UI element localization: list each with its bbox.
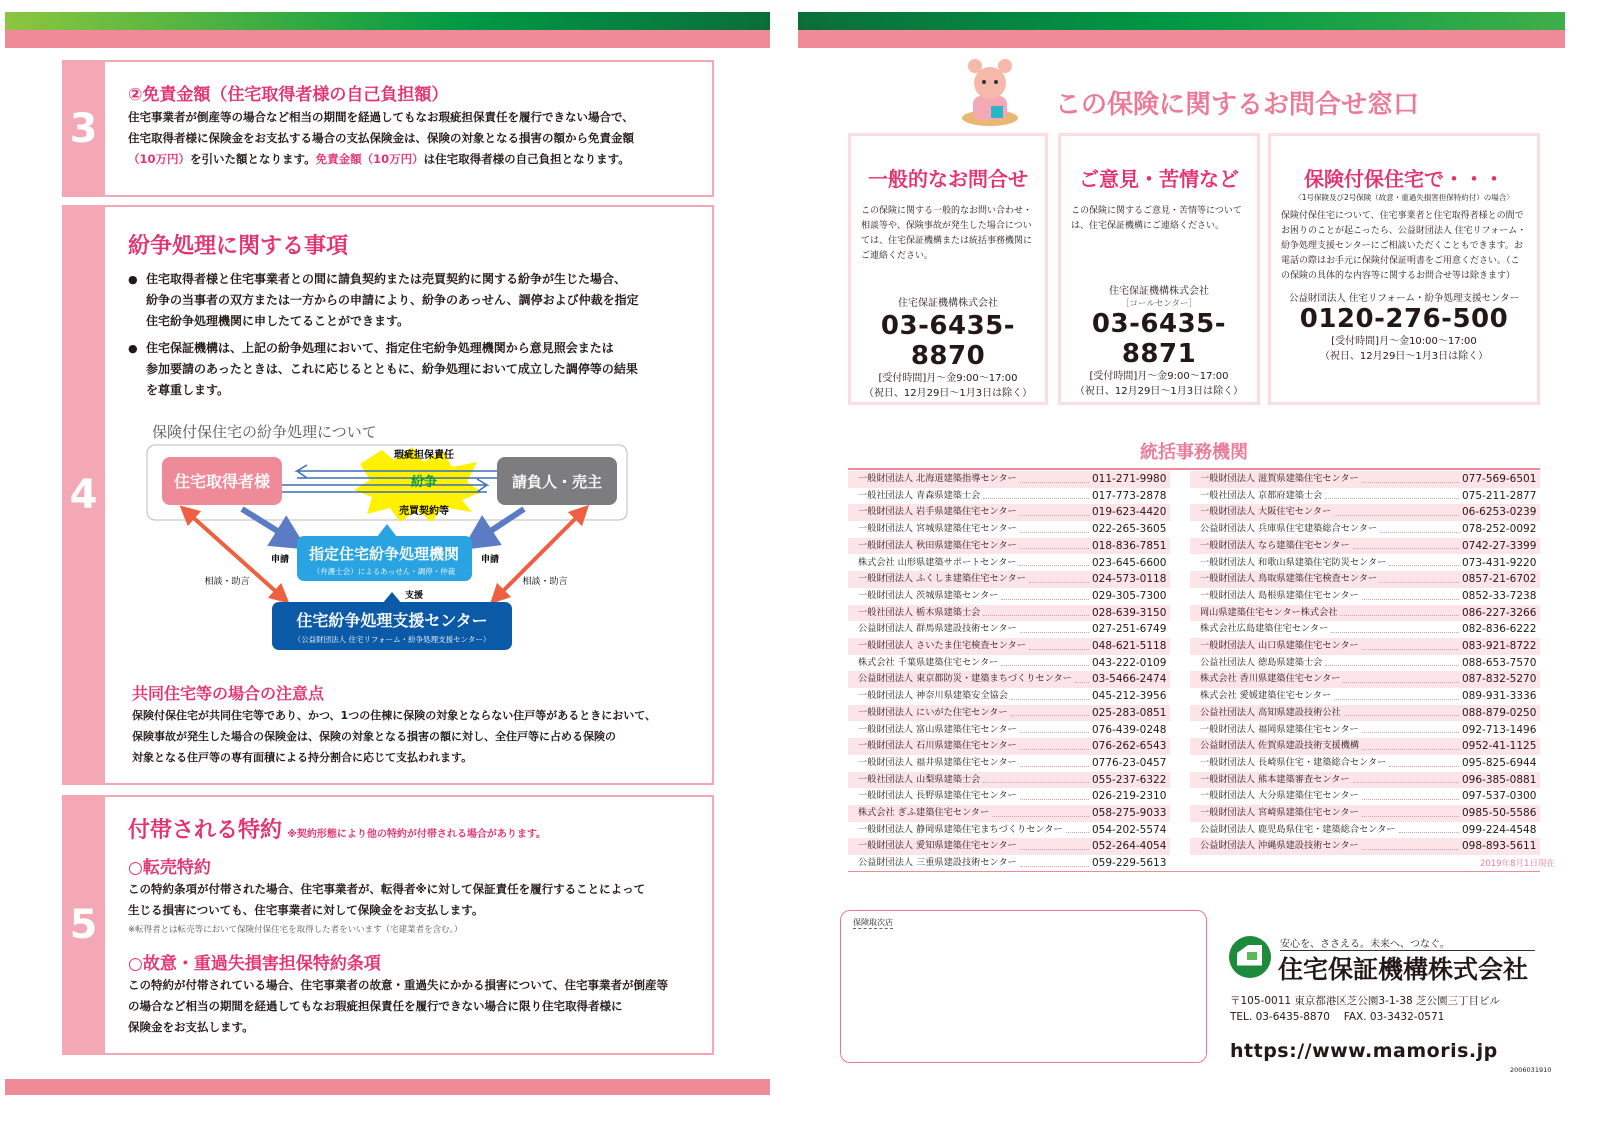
agency-row <box>848 488 1170 505</box>
agency-name: 一般財団法人 さいたま住宅検査センター <box>858 640 1026 651</box>
agency-phone[interactable]: 024-573-0118 <box>1092 573 1167 586</box>
text-line: 保険金をお支払します。 <box>128 1020 254 1034</box>
agency-row <box>1190 488 1540 505</box>
holidays: （祝日、12月29日～1月3日は除く） <box>1319 351 1489 362</box>
agency-phone[interactable]: 082-836-6222 <box>1462 623 1537 636</box>
agency-row <box>848 521 1170 538</box>
agency-phone[interactable]: 078-252-0092 <box>1462 523 1537 536</box>
agency-row <box>848 722 1170 739</box>
consult-label-right: 相談・助言 <box>522 577 568 587</box>
agency-name: 一般財団法人 神奈川県建築安全協会 <box>858 690 1008 702</box>
holidays: （祝日、12月29日～1月3日は除く） <box>863 388 1033 399</box>
agency-phone[interactable]: 076-262-6543 <box>1092 740 1167 753</box>
agency-row <box>1190 555 1540 572</box>
agency-phone[interactable]: 059-229-5613 <box>1092 857 1167 870</box>
agency-phone[interactable]: 045-212-3956 <box>1092 690 1167 703</box>
agency-row <box>1190 504 1540 521</box>
agency-phone[interactable]: 027-251-6749 <box>1092 623 1167 636</box>
agency-phone[interactable]: 058-275-9033 <box>1092 807 1167 819</box>
support-center-sub: （公益財団法人 住宅リフォーム・紛争処理支援センター） <box>293 635 491 644</box>
leader-dots <box>1020 788 1089 800</box>
leader-dots <box>1011 705 1089 717</box>
leader-dots <box>1334 688 1459 700</box>
agency-name: 公益社団法人 高知県建設技術公社 <box>1200 706 1341 718</box>
header-green-bar-right <box>798 12 1565 30</box>
contact-card-general <box>848 133 1048 405</box>
agency-name: 株式会社 ぎふ建築住宅センター <box>858 807 990 818</box>
text: を引いた額となります。 <box>190 152 316 166</box>
agency-name: 一般財団法人 島根県建築住宅センター <box>1200 589 1359 601</box>
agency-row <box>1190 772 1540 789</box>
agency-row <box>848 855 1170 872</box>
leader-dots <box>1029 571 1089 583</box>
leader-dots <box>1389 555 1459 567</box>
text: は住宅取得者様の自己負担となります。 <box>423 152 630 166</box>
resale-rider-text <box>128 879 645 939</box>
agency-phone[interactable]: 092-713-1496 <box>1462 723 1537 736</box>
hours: [受付時間]月～金9:00～17:00 <box>1089 371 1229 382</box>
as-of-date: 2019年8月1日現在 <box>1480 859 1555 869</box>
agency-row <box>1190 822 1540 839</box>
agency-name: 公益財団法人 東京都防災・建築まちづくりセンター <box>858 673 1072 685</box>
apply-label-right: 申請 <box>480 555 500 565</box>
agency-row <box>1190 538 1540 555</box>
leader-dots <box>1362 788 1459 800</box>
leader-dots <box>1362 722 1459 734</box>
support-center-label: 住宅紛争処理支援センター <box>296 611 488 630</box>
agency-name: 一般財団法人 富山県建築住宅センター <box>858 723 1017 735</box>
agency-name: 株式会社広島建築住宅センター <box>1200 623 1329 635</box>
agency-row <box>1190 705 1540 722</box>
agency-name: 一般社団法人 山梨県建築士会 <box>858 773 981 785</box>
website-link[interactable]: https://www.mamoris.jp <box>1230 1040 1498 1062</box>
agency-name: 一般社団法人 京都府建築士会 <box>1200 489 1323 501</box>
text-line: の場合など相当の期間を経過してもなお瑕疵担保責任を履行できない場合に限り住宅取得者様に <box>128 999 623 1013</box>
agency-row <box>1190 671 1540 688</box>
hours: [受付時間]月～金10:00～17:00 <box>1331 336 1477 347</box>
leader-dots <box>1353 538 1459 550</box>
agency-phone[interactable]: 029-305-7300 <box>1092 589 1167 602</box>
text-line: この特約が付帯されている場合、住宅事業者の故意・重過失にかかる損害について、住宅事業者が倒産等 <box>128 978 669 992</box>
leader-dots <box>1029 638 1089 650</box>
mascot-icon <box>955 58 1025 128</box>
agency-name: 一般財団法人 宮崎県建築住宅センター <box>1200 807 1359 818</box>
section-number: 3 <box>62 62 105 195</box>
card-description: この保険に関する一般的なお問い合わせ・相談等や、保険事故が発生した場合については、住宅保証機構または統括事務機関にご連絡ください。 <box>861 206 1033 261</box>
phone-number[interactable]: 03-6435-8870 <box>880 311 1016 371</box>
agency-phone[interactable]: 0852-33-7238 <box>1462 589 1537 602</box>
agency-phone[interactable]: 073-431-9220 <box>1462 556 1537 569</box>
gross-negligence-rider-title: ○故意・重過失損害担保特約条項 <box>128 954 381 974</box>
leader-dots <box>1020 504 1089 516</box>
leader-dots <box>1020 738 1089 750</box>
text-line: 保険事故が発生した場合の保険金は、保険の対象となる損害の額に対し、全住戸等に占める保険の <box>132 730 616 743</box>
card-title: 一般的なお問合せ <box>868 167 1028 191</box>
agency-name: 一般財団法人 宮城県建築住宅センター <box>858 523 1017 535</box>
leader-dots <box>1389 755 1459 767</box>
leader-dots <box>1020 838 1089 850</box>
card-org: 住宅保証機構株式会社 <box>1109 286 1209 297</box>
section-title: 紛争処理に関する事項 <box>128 234 349 259</box>
agency-row <box>848 805 1170 822</box>
agency-name: 一般財団法人 大阪住宅センター <box>1200 506 1332 518</box>
agency-name: 一般財団法人 熊本建築審査センター <box>1200 773 1350 785</box>
agency-row <box>848 638 1170 655</box>
seller-label: 請負人・売主 <box>511 473 603 491</box>
joint-housing-text <box>132 705 656 768</box>
agency-row <box>848 671 1170 688</box>
agency-name: 一般財団法人 愛知県建築住宅センター <box>858 840 1017 852</box>
leader-dots <box>1020 722 1089 734</box>
agency-row <box>848 621 1170 638</box>
text-line <box>128 149 634 170</box>
section-number: 5 <box>62 797 105 1053</box>
leader-dots <box>1019 555 1089 567</box>
agency-phone[interactable]: 023-645-6600 <box>1092 556 1167 569</box>
agency-name: 株式会社 愛媛建築住宅センター <box>1200 690 1332 702</box>
agency-phone[interactable]: 043-222-0109 <box>1092 656 1167 669</box>
card-title: ご意見・苦情など <box>1079 167 1239 191</box>
agency-row <box>848 772 1170 789</box>
agency-phone[interactable]: 088-653-7570 <box>1462 656 1537 669</box>
agency-row <box>1190 738 1540 755</box>
text-line: 対象となる住戸等の専有面積による持分割合に応じて支払われます。 <box>132 751 473 764</box>
call-center-label: ［コールセンター］ <box>1121 299 1197 309</box>
leader-dots <box>1362 638 1459 650</box>
text-line: 保険付保住宅が共同住宅等であり、かつ、1つの住棟に保険の対象とならない住戸等があるときにおいて、 <box>132 709 656 722</box>
agency-row <box>848 738 1170 755</box>
text-line: 住宅取得者様に保険金をお支払する場合の支払保険金は、保険の対象となる損害の額から免責金額 <box>128 131 634 145</box>
agency-phone[interactable]: 025-283-0851 <box>1092 706 1167 719</box>
deductible-title: ②免責金額（住宅取得者様の自己負担額） <box>128 85 449 105</box>
leader-dots <box>1020 855 1089 867</box>
agency-row <box>848 571 1170 588</box>
agency-phone[interactable]: 052-264-4054 <box>1092 840 1167 853</box>
agency-row <box>848 688 1170 705</box>
agency-name: 株式会社 千葉県建築住宅センター <box>858 656 999 668</box>
apply-arrow-right <box>477 509 524 540</box>
designated-body-sub: （弁護士会）によるあっせん・調停・仲裁 <box>312 567 456 576</box>
agency-row <box>1190 588 1540 605</box>
agency-phone[interactable]: 0742-27-3399 <box>1462 539 1537 552</box>
agency-phone[interactable]: 076-439-0248 <box>1092 723 1167 736</box>
footer-pink-bar <box>5 1079 770 1095</box>
agency-name: 一般財団法人 長野県建築住宅センター <box>858 790 1017 802</box>
agency-name: 株式会社 香川県建築住宅センター <box>1200 673 1341 685</box>
dispute-diagram <box>132 412 712 662</box>
agency-name: 公益財団法人 鹿児島県住宅・建築総合センター <box>1200 823 1396 835</box>
leader-dots <box>1362 838 1459 850</box>
warranty-label: 瑕疵担保責任 <box>394 450 454 461</box>
agency-name: 一般財団法人 秋田県建築住宅センター <box>858 539 1017 551</box>
agency-phone[interactable]: 096-385-0881 <box>1462 773 1537 786</box>
agency-phone[interactable]: 026-219-2310 <box>1092 790 1167 803</box>
agency-row <box>848 555 1170 572</box>
agency-row <box>1190 722 1540 739</box>
card-description: 保険付保住宅について、住宅事業者と住宅取得者様との間でお困りのことが起こったら、公益財団法人 住宅リフォーム・紛争処理支援センターにご相談いただくこともできます。お電話の際はお手元に保険付保証明書をご用意ください。（この保険の具体的な内容等に関するお問合せ等は除きます） <box>1281 211 1527 281</box>
leader-dots <box>1020 521 1089 533</box>
joint-housing-title: 共同住宅等の場合の注意点 <box>132 684 325 703</box>
text-line: ● 住宅保証機構は、上記の紛争処理において、指定住宅紛争処理機関から意見照会または <box>146 341 614 355</box>
agency-phone[interactable]: 0985-50-5586 <box>1462 807 1537 819</box>
section-5 <box>62 795 714 1055</box>
apply-label-left: 申請 <box>270 555 290 565</box>
agency-name: 一般財団法人 茨城県建築センター <box>858 589 999 601</box>
company-logo-icon <box>1228 935 1272 979</box>
agency-name: 岡山県建築住宅センター株式会社 <box>1200 606 1338 618</box>
agency-name: 一般財団法人 福井県建築住宅センター <box>858 756 1017 768</box>
diagram-title: 保険付保住宅の紛争処理について <box>152 423 377 441</box>
agency-phone[interactable]: 017-773-2878 <box>1092 489 1167 502</box>
agency-row <box>848 788 1170 805</box>
agency-phone[interactable]: 018-836-7851 <box>1092 539 1167 552</box>
agency-phone[interactable]: 097-537-0300 <box>1462 790 1537 803</box>
text-line: この特約条項が付帯された場合、住宅事業者が、転得者※に対して保証責任を履行することによって <box>128 882 646 896</box>
agency-row <box>1190 471 1540 488</box>
leader-dots <box>1362 738 1459 750</box>
section-title <box>128 80 448 105</box>
deductible-text <box>128 107 634 170</box>
agency-phone[interactable]: 06-6253-0239 <box>1462 506 1537 519</box>
gross-negligence-rider-text <box>128 975 668 1038</box>
agency-name: 公益財団法人 群馬県建設技術センター <box>858 623 1017 635</box>
agency-row <box>848 655 1170 672</box>
leader-dots <box>1343 671 1459 683</box>
agency-name: 公益財団法人 三重県建設技術センター <box>858 857 1017 869</box>
agency-row <box>848 538 1170 555</box>
text-line: を尊重します。 <box>146 383 230 397</box>
agency-row <box>1190 605 1540 622</box>
agency-phone[interactable]: 048-621-5118 <box>1092 640 1167 652</box>
agency-row <box>1190 805 1540 822</box>
agency-row <box>848 605 1170 622</box>
agency-phone[interactable]: 028-639-3150 <box>1092 606 1167 619</box>
agency-phone[interactable]: 0776-23-0457 <box>1092 756 1167 769</box>
card-org: 住宅保証機構株式会社 <box>898 298 998 309</box>
text-line: 紛争の当事者の双方または一方からの申請により、紛争のあっせん、調停および仲裁を指定 <box>146 293 639 307</box>
header-pink-bar-right <box>798 30 1565 48</box>
contact-card-dispute <box>1268 133 1540 405</box>
leader-dots <box>1066 822 1089 834</box>
leader-dots <box>1380 521 1459 533</box>
agency-phone[interactable]: 095-825-6944 <box>1462 756 1537 769</box>
leader-dots <box>1340 605 1459 617</box>
leader-dots <box>1001 655 1089 667</box>
company-tel-fax: TEL. 03-6435-8870 FAX. 03-3432-0571 <box>1230 1011 1445 1023</box>
agency-row <box>848 822 1170 839</box>
leader-dots <box>1362 471 1459 483</box>
card-note: 〈1号保険及び2号保険（故意・重過失損害担保特約付）の場合〉 <box>1294 193 1514 202</box>
agency-row <box>1190 838 1540 855</box>
table-top-rule <box>848 468 1540 470</box>
leader-dots <box>1325 655 1459 667</box>
bullet-item <box>128 338 639 401</box>
leader-dots <box>1325 488 1459 500</box>
designated-body-label: 指定住宅紛争処理機関 <box>308 545 460 563</box>
agent-label: 保険取次店 <box>853 918 893 927</box>
agency-name: 一般財団法人 鳥取県建築住宅検査センター <box>1200 573 1378 585</box>
dispute-label: 紛争 <box>410 475 438 490</box>
document-code: 2006031910 <box>1510 1066 1552 1074</box>
leader-dots <box>1344 705 1459 717</box>
bullet-list <box>128 269 639 401</box>
leader-dots <box>1362 805 1459 817</box>
agency-name: 一般財団法人 なら建築住宅センター <box>1200 539 1350 551</box>
agency-phone[interactable]: 0857-21-6702 <box>1462 573 1537 586</box>
agency-row <box>1190 788 1540 805</box>
section-number: 4 <box>62 207 105 783</box>
agency-row <box>1190 621 1540 638</box>
leader-dots <box>1399 822 1460 834</box>
agency-name: 一般財団法人 山口県建築住宅センター <box>1200 640 1359 651</box>
leader-dots <box>1020 471 1089 483</box>
section-title: 付帯される特約 <box>128 818 283 843</box>
card-description: この保険に関するご意見・苦情等については、住宅保証機構にご連絡ください。 <box>1071 206 1242 231</box>
agency-row <box>1190 755 1540 772</box>
agency-name: 一般財団法人 石川県建築住宅センター <box>858 740 1017 752</box>
agency-phone[interactable]: 054-202-5574 <box>1092 823 1167 836</box>
header-green-bar-left <box>5 12 770 30</box>
agency-name: 株式会社 山形県建築サポートセンター <box>858 556 1017 568</box>
leader-dots <box>1362 588 1459 600</box>
agency-name: 公益財団法人 兵庫県住宅建築総合センター <box>1200 523 1378 535</box>
agency-phone[interactable]: 099-224-4548 <box>1462 823 1537 836</box>
agency-name: 公益社団法人 徳島県建築士会 <box>1200 656 1323 668</box>
leader-dots <box>1334 504 1459 516</box>
agency-row <box>848 838 1170 855</box>
agency-name: 一般財団法人 にいがた住宅センター <box>858 706 1008 718</box>
agency-name: 一般財団法人 滋賀県建築住宅センター <box>1200 473 1359 484</box>
agency-row <box>848 755 1170 772</box>
highlight: 免責金額（10万円） <box>315 152 424 166</box>
agency-name: 一般社団法人 栃木県建築士会 <box>858 606 981 618</box>
agency-row <box>848 504 1170 521</box>
leader-dots <box>1020 621 1089 633</box>
agency-phone[interactable]: 0952-41-1125 <box>1462 740 1537 753</box>
agency-phone[interactable]: 022-265-3605 <box>1092 523 1167 536</box>
agency-row <box>1190 571 1540 588</box>
company-address: 〒105-0011 東京都港区芝公園3-1-38 芝公園三丁目ビル <box>1230 995 1501 1007</box>
phone-number[interactable]: 03-6435-8871 <box>1091 309 1227 369</box>
agencies-title: 統括事務機関 <box>1140 442 1248 463</box>
agency-name: 一般財団法人 静岡県建築住宅まちづくりセンター <box>858 823 1063 835</box>
leader-dots <box>1001 588 1089 600</box>
support-label: 支援 <box>404 591 424 601</box>
agency-name: 一般財団法人 和歌山県建築住宅防災センター <box>1200 556 1387 568</box>
leader-dots <box>1331 621 1459 633</box>
text-line: 参加要請のあったときは、これに応じるとともに、紛争処理において成立した調停等の結果 <box>146 362 638 376</box>
leader-dots <box>1075 671 1089 683</box>
leader-dots <box>983 605 1089 617</box>
holidays: （祝日、12月29日～1月3日は除く） <box>1074 386 1244 397</box>
card-title: 保険付保住宅で・・・ <box>1304 167 1504 191</box>
consult-label-left: 相談・助言 <box>204 577 250 587</box>
agent-stamp-box <box>840 910 1207 1063</box>
agency-name: 一般財団法人 岩手県建築住宅センター <box>858 506 1017 518</box>
buyer-label: 住宅取得者様 <box>173 472 271 491</box>
agency-row <box>1190 521 1540 538</box>
text-line: ● 住宅取得者様と住宅事業者との間に請負契約または売買契約に関する紛争が生じた場合、 <box>146 272 627 286</box>
hours: [受付時間]月～金9:00～17:00 <box>878 373 1018 384</box>
bullet-item <box>128 269 639 332</box>
agency-row <box>848 471 1170 488</box>
agency-row <box>848 705 1170 722</box>
agency-phone[interactable]: 077-569-6501 <box>1462 473 1537 485</box>
agency-name: 一般財団法人 福岡県建築住宅センター <box>1200 723 1359 735</box>
agency-phone[interactable]: 055-237-6322 <box>1092 773 1167 786</box>
agency-phone[interactable]: 088-879-0250 <box>1462 706 1537 719</box>
text-line: 生じる損害についても、住宅事業者に対して保険金をお支払します。 <box>128 903 484 917</box>
contract-label: 売買契約等 <box>399 506 449 517</box>
agency-row <box>1190 688 1540 705</box>
agency-phone[interactable]: 011-271-9980 <box>1092 473 1167 485</box>
leader-dots <box>1353 772 1459 784</box>
section-3 <box>62 60 714 197</box>
apply-arrow-left <box>242 509 292 540</box>
leader-dots <box>1020 538 1089 550</box>
inquiry-title: この保険に関するお問合せ窓口 <box>1055 90 1420 120</box>
tagline: 安心を、ささえる。未来へ、つなぐ。 <box>1280 935 1535 951</box>
company-name: 住宅保証機構株式会社 <box>1278 955 1529 984</box>
leader-dots <box>1380 571 1459 583</box>
pointer <box>377 524 397 537</box>
text-line: 住宅紛争処理機関に申したてることができます。 <box>146 314 410 328</box>
leader-dots <box>992 805 1089 817</box>
section-title-row <box>128 813 546 844</box>
agency-name: 公益財団法人 佐賀県建設技術支援機構 <box>1200 740 1360 752</box>
agency-name: 一般財団法人 大分県建築住宅センター <box>1200 790 1359 802</box>
agency-phone[interactable]: 075-211-2877 <box>1462 489 1537 502</box>
contact-card-complaints <box>1058 133 1260 405</box>
section-4 <box>62 205 714 785</box>
agency-phone[interactable]: 083-921-8722 <box>1462 640 1537 652</box>
leader-dots <box>1011 688 1089 700</box>
phone-number[interactable]: 0120-276-500 <box>1299 304 1509 334</box>
agency-phone[interactable]: 086-227-3266 <box>1462 606 1537 619</box>
footnote: ※転得者とは転売等において保険付保住宅を取得した者をいいます（宅建業者を含む。） <box>128 925 463 935</box>
highlight: （10万円） <box>128 152 191 166</box>
agency-row <box>1190 638 1540 655</box>
agency-name: 一般財団法人 長崎県住宅・建築総合センター <box>1200 756 1387 768</box>
agency-phone[interactable]: 03-5466-2474 <box>1092 673 1167 686</box>
agency-phone[interactable]: 019-623-4420 <box>1092 506 1167 519</box>
agency-phone[interactable]: 098-893-5611 <box>1462 840 1537 853</box>
leader-dots <box>983 488 1089 500</box>
card-org: 公益財団法人 住宅リフォーム・紛争処理支援センター <box>1288 293 1520 304</box>
header-pink-bar-left <box>5 30 770 48</box>
agency-name: 一般財団法人 北海道建築指導センター <box>858 473 1017 484</box>
agency-phone[interactable]: 089-931-3336 <box>1462 690 1537 703</box>
agency-phone[interactable]: 087-832-5270 <box>1462 673 1537 686</box>
section-note: ※契約形態により他の特約が付帯される場合があります。 <box>287 829 547 840</box>
agency-name: 公益財団法人 沖縄県建設技術センター <box>1200 840 1359 852</box>
text-line: 住宅事業者が倒産等の場合など相当の期間を経過してもなお瑕疵担保責任を履行できない場合で、 <box>128 110 634 124</box>
resale-rider-title: ○転売特約 <box>128 858 211 878</box>
agency-row <box>1190 655 1540 672</box>
leader-dots <box>983 772 1089 784</box>
agency-name: 一般財団法人 ふくしま建築住宅センター <box>858 573 1026 585</box>
agency-name: 一般社団法人 青森県建築士会 <box>858 489 981 501</box>
agency-row <box>848 588 1170 605</box>
leader-dots <box>1020 755 1089 767</box>
